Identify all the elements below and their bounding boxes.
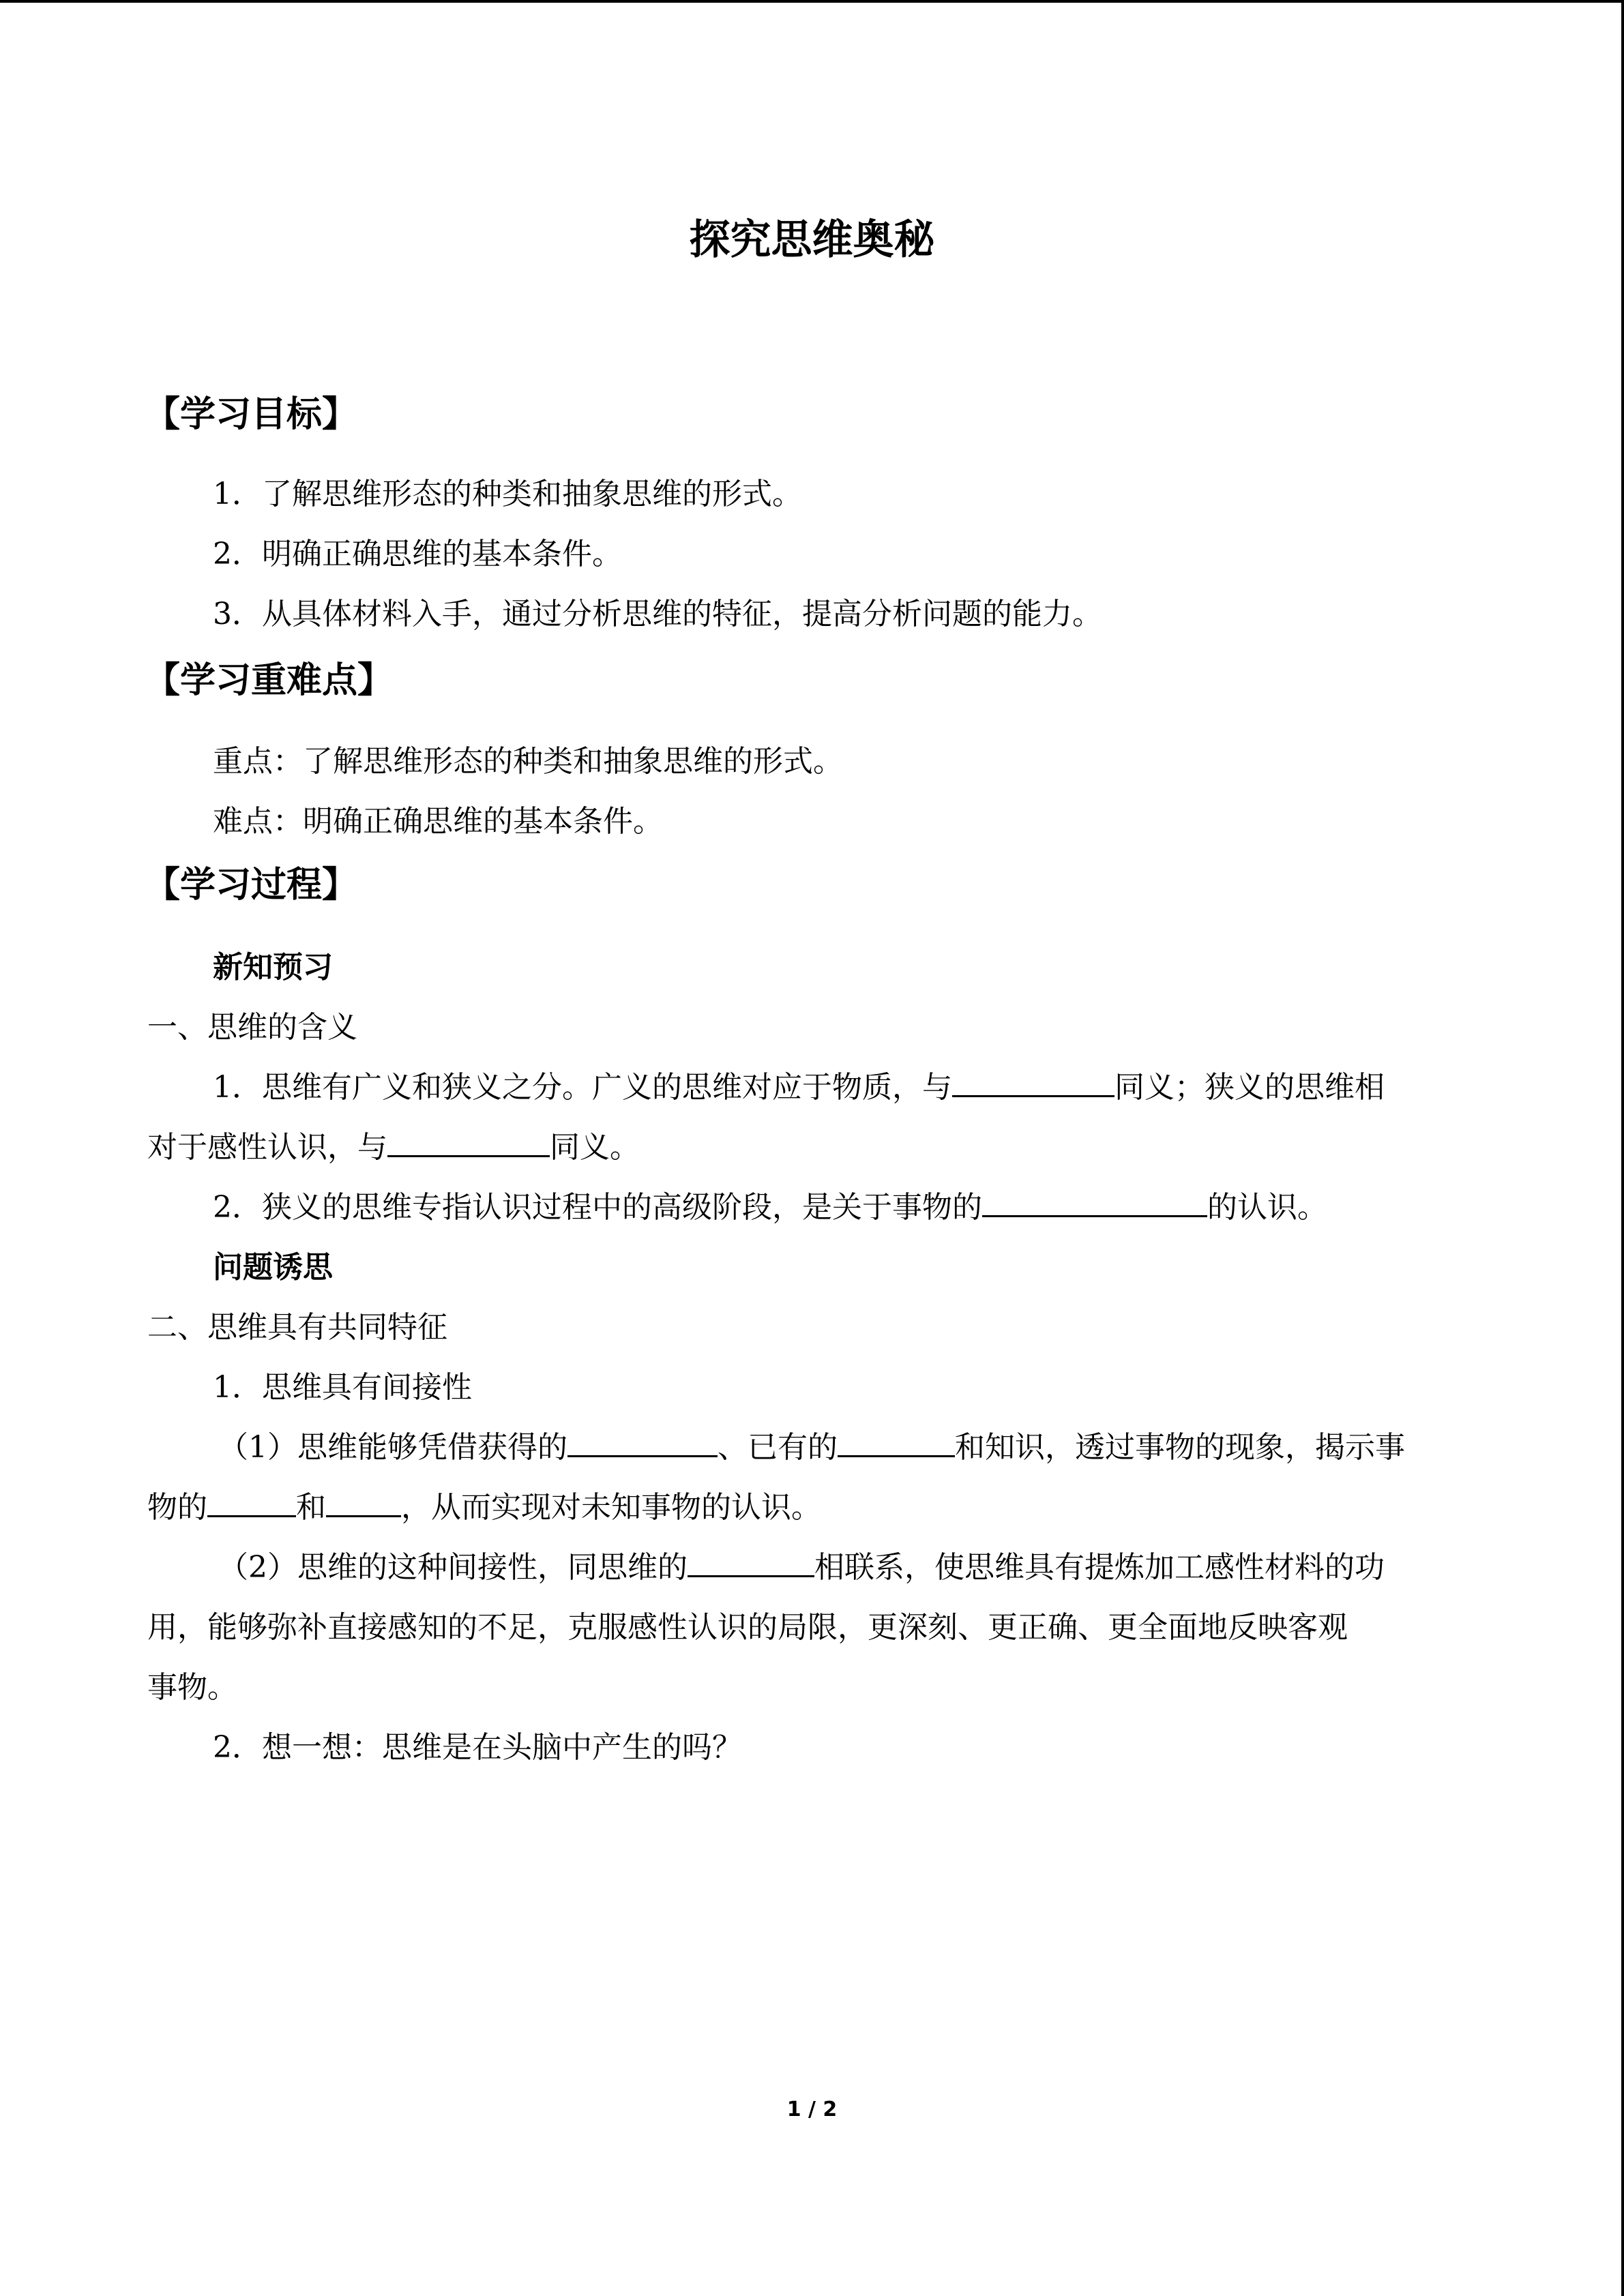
page-border-right [1621,0,1624,2296]
text: 同义。 [550,1130,640,1165]
paragraph-2 [213,1184,1327,1232]
fill-blank[interactable] [982,1185,1207,1217]
text: （1）思维能够凭借获得的 [218,1430,567,1465]
text: 的认识。 [1207,1190,1327,1225]
paragraph-1a [213,1064,1385,1112]
paragraph-1b [147,1124,640,1172]
part2-title: 二、思维具有共同特征 [147,1310,447,1345]
goals-heading: 【学习目标】 [145,394,358,435]
text: （2）思维的这种间接性，同思维的 [218,1550,688,1585]
keypoint-item: 重点：了解思维形态的种类和抽象思维的形式。 [213,744,843,779]
goal-item: 3．从具体材料入手，通过分析思维的特征，提高分析问题的能力。 [213,597,1102,631]
part1-title: 一、思维的含义 [147,1010,357,1045]
think-question: 2．想一想：思维是在头脑中产生的吗？ [213,1730,742,1765]
fill-blank[interactable] [207,1485,296,1517]
text: 相联系，使思维具有提炼加工感性材料的功 [814,1550,1385,1585]
text: 和 [296,1490,326,1525]
fill-blank[interactable] [952,1065,1114,1097]
fill-blank[interactable] [326,1485,401,1517]
text: 1．思维有广义和狭义之分。广义的思维对应于物质，与 [213,1070,952,1105]
goal-item: 1．了解思维形态的种类和抽象思维的形式。 [213,477,802,511]
keypoints-heading: 【学习重难点】 [145,660,394,701]
text: ，从而实现对未知事物的认识。 [401,1490,821,1525]
text: 对于感性认识，与 [147,1130,387,1165]
document-title: 探究思维奥秘 [689,216,935,264]
fill-blank[interactable] [387,1125,550,1157]
goal-item: 2．明确正确思维的基本条件。 [213,537,622,571]
page-number: 1 / 2 [786,2098,838,2121]
paragraph-q2a [218,1544,1385,1592]
paragraph-q2c: 事物。 [147,1670,237,1705]
preview-label: 新知预习 [213,950,333,985]
question-label: 问题诱思 [213,1250,333,1285]
paragraph-q1a [218,1424,1405,1472]
fill-blank[interactable] [567,1425,718,1457]
page-border-top [0,0,1624,3]
fill-blank[interactable] [688,1545,814,1577]
paragraph-q1b [147,1484,821,1532]
text: 物的 [147,1490,207,1525]
paragraph-q2b: 用，能够弥补直接感知的不足，克服感性认识的局限，更深刻、更正确、更全面地反映客观 [147,1610,1348,1645]
process-heading: 【学习过程】 [145,865,358,906]
text: 同义；狭义的思维相 [1114,1070,1385,1105]
text: 、已有的 [718,1430,838,1465]
keypoint-item: 难点：明确正确思维的基本条件。 [213,804,663,839]
text: 2．狭义的思维专指认识过程中的高级阶段，是关于事物的 [213,1190,982,1225]
text: 和知识，透过事物的现象，揭示事 [955,1430,1405,1465]
fill-blank[interactable] [838,1425,955,1457]
subsection-title: 1．思维具有间接性 [213,1370,472,1405]
